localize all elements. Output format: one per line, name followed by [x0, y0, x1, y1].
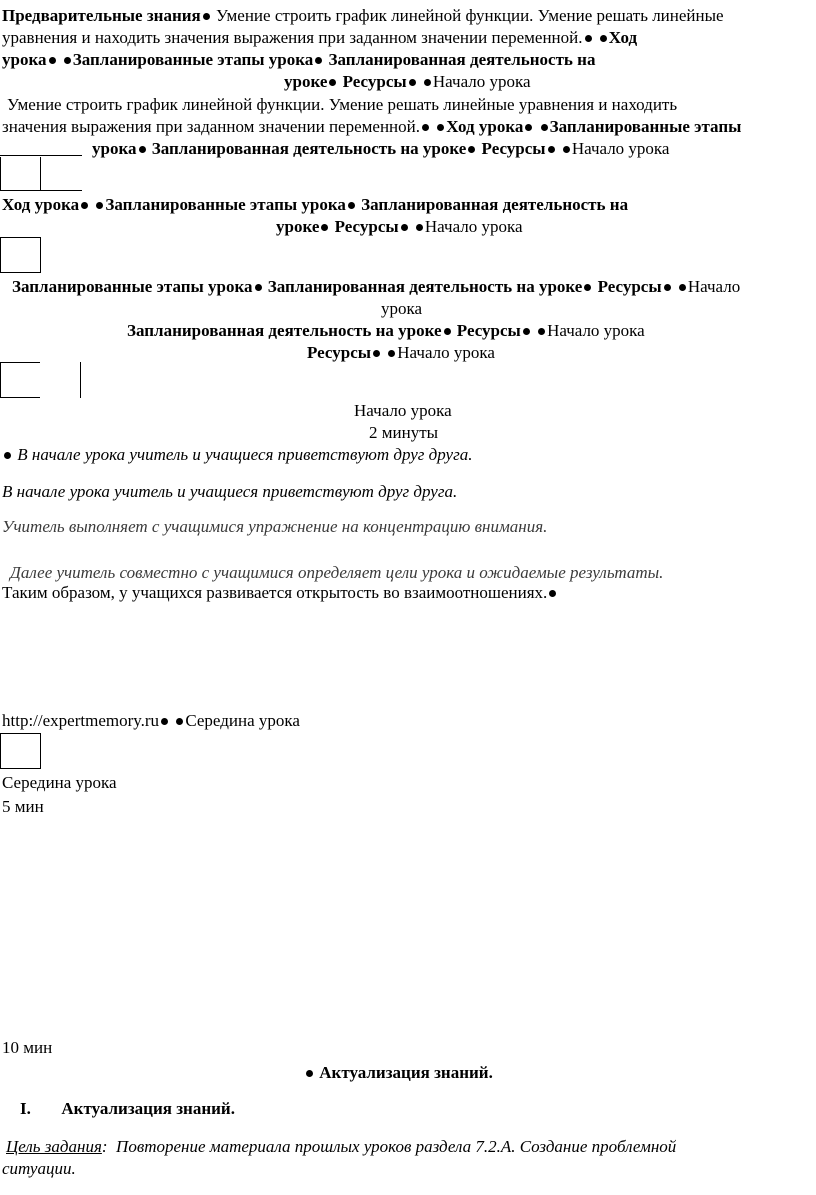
table-rule — [0, 190, 82, 191]
bullet-icon — [548, 146, 555, 153]
bullet-icon — [584, 284, 591, 291]
bullet-icon — [306, 1070, 313, 1077]
bullet-icon — [664, 284, 671, 291]
bullet-icon — [468, 146, 475, 153]
table-rule — [40, 157, 41, 191]
prior-knowledge-text: Умение строить график линейной функции. Умение решать линейные — [215, 6, 724, 25]
table-rule — [0, 237, 1, 273]
bullet-icon — [444, 328, 451, 335]
repeat-line-1: Умение строить график линейной функции. Умение решать линейные уравнения и находить — [7, 95, 678, 114]
bullet-icon — [525, 124, 532, 131]
bullet-icon — [49, 57, 56, 64]
table-rule — [0, 157, 1, 191]
numbered-heading: I. Актуализация знаний. — [20, 1099, 235, 1118]
duration-5-min: 5 мин — [2, 797, 44, 816]
bullet-icon — [139, 146, 146, 153]
bullet-icon — [523, 328, 530, 335]
section-title-start: Начало урока — [354, 401, 452, 420]
bullet-icon — [388, 350, 395, 357]
bullet-icon — [409, 79, 416, 86]
bullet-icon — [585, 35, 592, 42]
bullet-icon — [541, 124, 548, 131]
resource-link[interactable]: http://expertmemory.ru — [2, 711, 160, 730]
bullet-icon — [373, 350, 380, 357]
bullet-icon — [315, 57, 322, 64]
table-rule — [0, 237, 40, 238]
block-line-3: Запланированные этапы урока Запланированная деятельность на уроке Ресурсы Начало — [12, 277, 741, 296]
bullet-icon — [96, 202, 103, 209]
bullet-icon — [329, 79, 336, 86]
table-rule — [0, 362, 40, 363]
table-rule — [0, 155, 82, 156]
table-rule — [40, 733, 41, 769]
block-line-4: урока — [381, 299, 423, 318]
bullet-icon — [401, 224, 408, 231]
bullet-icon — [255, 284, 262, 291]
bullet-icon — [416, 224, 423, 231]
resource-url-line: http://expertmemory.ru Середина урока — [2, 711, 300, 730]
bullet-icon — [437, 124, 444, 131]
bullet-icon — [4, 452, 11, 459]
bullet-icon — [81, 202, 88, 209]
bullet-icon — [176, 718, 183, 725]
table-rule — [40, 237, 41, 273]
bullet-icon — [679, 284, 686, 291]
activity-line-2: В начале урока учитель и учащиеся приветствуют друг друга. — [2, 482, 458, 501]
task-goal-line-2: ситуации. — [2, 1159, 76, 1178]
bullet-icon — [549, 590, 556, 597]
bullet-icon — [422, 124, 429, 131]
bullet-icon — [321, 224, 328, 231]
table-rule — [80, 362, 81, 398]
block-line-5: Запланированная деятельность на уроке Ресурсы Начало урока — [127, 321, 645, 340]
heading-line-3: урока Запланированные этапы урока Запланированная деятельность на — [2, 50, 596, 69]
repeat-line-3: урока Запланированная деятельность на уроке Ресурсы Начало урока — [92, 139, 670, 158]
task-goal-line-1: Цель задания: Повторение материала прошлых уроков раздела 7.2.А. Создание проблемной — [6, 1137, 677, 1156]
bullet-icon — [64, 57, 71, 64]
bullet-icon — [538, 328, 545, 335]
bullet-icon — [161, 718, 168, 725]
table-rule — [0, 733, 1, 769]
heading-line-4: уроке Ресурсы Начало урока — [284, 72, 531, 91]
activity-line-4: Далее учитель совместно с учащимися определяет цели урока и ожидаемые результаты. — [10, 563, 664, 582]
bullet-icon — [424, 79, 431, 86]
activity-line-1: В начале урока учитель и учащиеся приветствуют друг друга. — [2, 444, 473, 466]
block-line-6: Ресурсы Начало урока — [307, 343, 495, 362]
table-rule — [0, 272, 40, 273]
section-middle: Середина урока — [2, 773, 117, 792]
actualization-heading: Актуализация знаний. — [304, 1062, 493, 1084]
bullet-icon — [600, 35, 607, 42]
goal-label: Цель задания — [6, 1137, 102, 1156]
duration-2-min: 2 минуты — [369, 423, 439, 442]
block-line-2: уроке Ресурсы Начало урока — [276, 217, 523, 236]
repeat-line-2: значения выражения при заданном значении переменной. Ход урока Запланированные этапы — [2, 117, 742, 136]
prior-knowledge-line-2: уравнения и находить значения выражения при заданном значении переменной. Ход — [2, 28, 638, 47]
table-rule — [0, 362, 1, 398]
bullet-icon — [348, 202, 355, 209]
table-rule — [0, 733, 40, 734]
duration-10-min: 10 мин — [2, 1038, 53, 1057]
prior-knowledge-line-1 — [2, 5, 724, 27]
block-line-1: Ход урока Запланированные этапы урока Запланированная деятельность на — [2, 195, 629, 214]
bullet-icon — [203, 13, 210, 20]
roman-numeral: I. — [20, 1099, 31, 1118]
prior-knowledge-label: Предварительные знания — [2, 6, 201, 25]
table-rule — [0, 768, 40, 769]
activity-line-3: Учитель выполняет с учащимися упражнение на концентрацию внимания. — [2, 517, 548, 536]
conclusion-line: Таким образом, у учащихся развивается открытость во взаимоотношениях. — [2, 582, 558, 604]
bullet-icon — [563, 146, 570, 153]
table-rule — [0, 397, 40, 398]
